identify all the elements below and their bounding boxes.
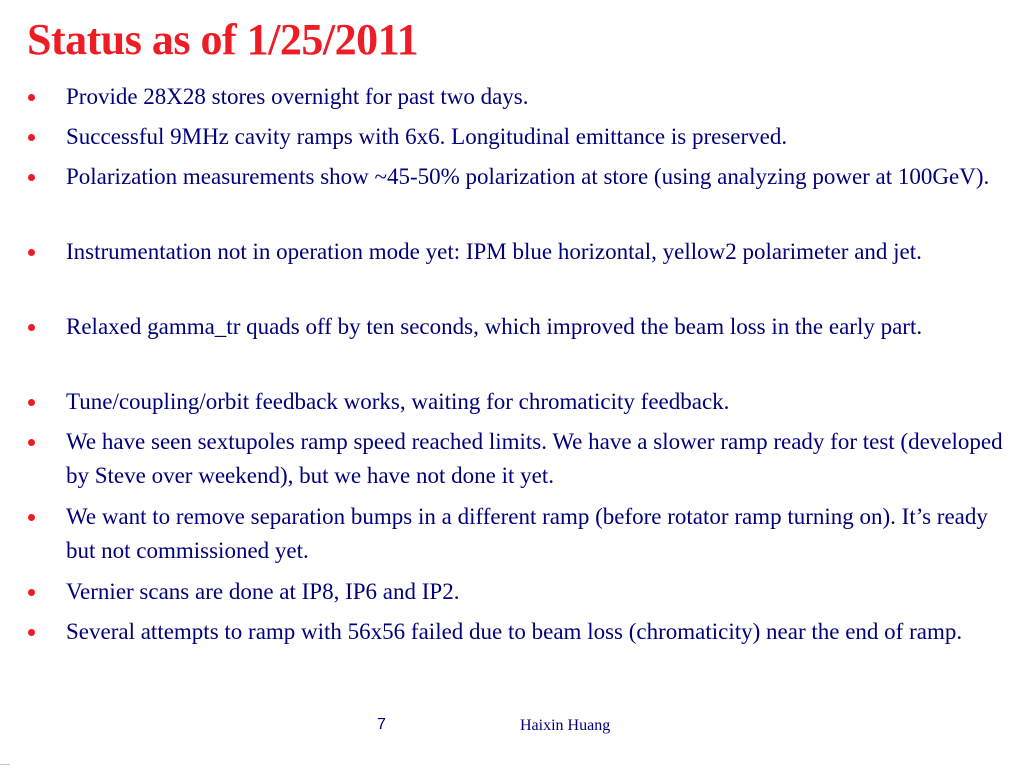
bullet-dot-icon: [28, 174, 35, 181]
bullet-dot-icon: [28, 629, 35, 636]
bullet-dot-icon: [28, 134, 35, 141]
bullet-text: Several attempts to ramp with 56x56 failed due to beam loss (chromaticity) near the end of ramp.: [66, 619, 963, 644]
corner-mark: [0, 764, 10, 765]
bullet-text: We have seen sextupoles ramp speed reached limits. We have a slower ramp ready for test (developed by Steve over weekend), but we have not done it yet.: [66, 429, 1003, 488]
footer-author: Haixin Huang: [520, 717, 611, 734]
slide-title: Status as of 1/25/2011: [27, 15, 419, 64]
bullet-dot-icon: [28, 514, 35, 521]
bullet-dot-icon: [28, 399, 35, 406]
bullet-dot-icon: [28, 94, 35, 101]
bullet-dot-icon: [28, 249, 35, 256]
bullet-dot-icon: [28, 439, 35, 446]
bullet-text: Successful 9MHz cavity ramps with 6x6. Longitudinal emittance is preserved.: [66, 124, 788, 149]
bullet-text: Instrumentation not in operation mode yet: IPM blue horizontal, yellow2 polarimeter and jet.: [66, 239, 922, 264]
bullet-text: Tune/coupling/orbit feedback works, waiting for chromaticity feedback.: [66, 389, 730, 414]
bullet-dot-icon: [28, 324, 35, 331]
bullet-text: We want to remove separation bumps in a different ramp (before rotator ramp turning on). It’s ready but not commissioned yet.: [66, 504, 988, 563]
page-number: 7: [377, 716, 386, 733]
bullet-dot-icon: [28, 589, 35, 596]
bullet-text: Relaxed gamma_tr quads off by ten seconds, which improved the beam loss in the early part.: [66, 314, 923, 339]
bullet-text: Vernier scans are done at IP8, IP6 and IP2.: [66, 579, 460, 604]
bullet-text: Provide 28X28 stores overnight for past two days.: [66, 84, 529, 109]
bullet-text: Polarization measurements show ~45-50% polarization at store (using analyzing power at 100GeV).: [66, 164, 990, 189]
